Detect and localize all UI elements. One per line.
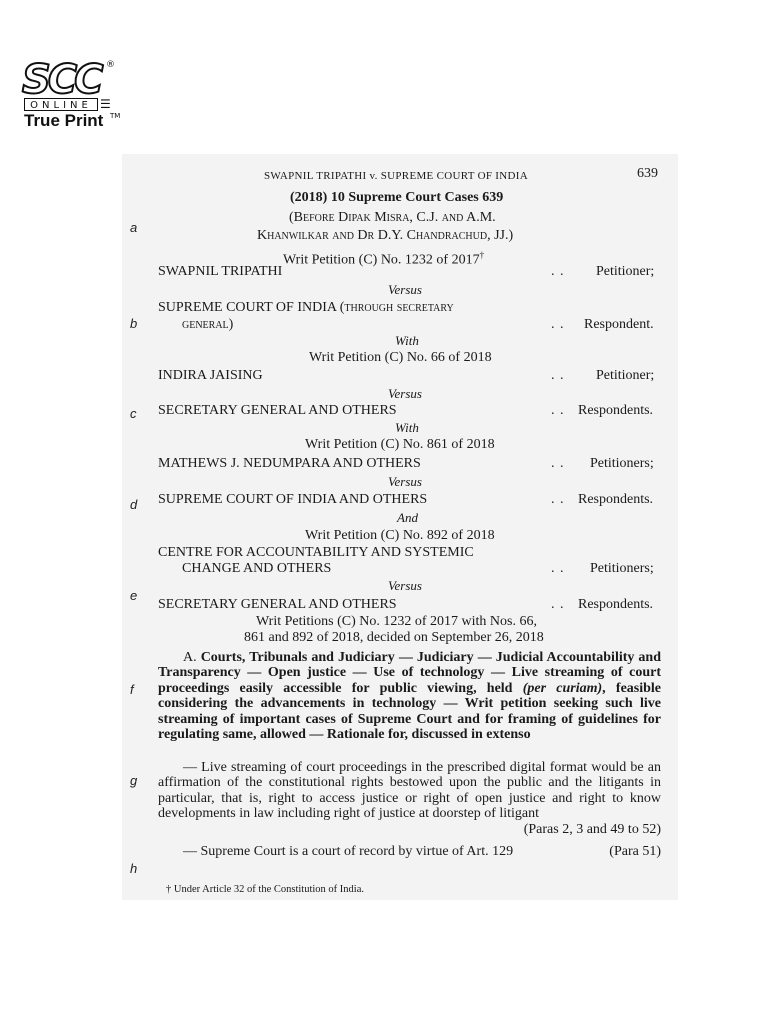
margin-letter: a — [130, 220, 138, 235]
versus-label: Versus — [388, 578, 422, 593]
headnote-para-2-ref: (Para 51) — [609, 844, 661, 859]
role-label: Petitioners; — [590, 456, 654, 471]
headnote-para-1-text: — Live streaming of court proceedings in the prescribed digital format would be an affirmation of the constitutional rights bestowed upon the public and the litigants in particular, that is, right to access justice or right of open justice and right to know developments in law including right of justice at doorstep of litigant — [158, 760, 661, 822]
writ-petition-heading: Writ Petition (C) No. 861 of 2018 — [305, 437, 495, 452]
respondent-name: SECRETARY GENERAL AND OTHERS — [158, 403, 397, 418]
margin-letter: d — [130, 497, 138, 512]
writ-petition-heading — [283, 247, 484, 269]
running-head: SWAPNIL TRIPATHI v. SUPREME COURT OF INDIA — [264, 170, 528, 182]
and-label: And — [397, 510, 418, 525]
trademark-mark: TM — [110, 112, 121, 120]
petitioner-name: SWAPNIL TRIPATHI — [158, 264, 283, 279]
versus-label: Versus — [388, 282, 422, 297]
leader-dots: . . — [551, 561, 565, 576]
headnote-a-bold: Courts, Tribunals and Judiciary — Judiciary — Judicial Accountability and Transparency — Open justice — Use of technology — Live streaming of court proceedings easily accessible for public viewing, held — [158, 650, 662, 696]
leader-dots: . . — [551, 456, 565, 471]
respondent-name: SECRETARY GENERAL AND OTHERS — [158, 597, 397, 612]
role-label: Respondents. — [578, 492, 654, 507]
leader-dots: . . — [551, 317, 565, 332]
versus-label: Versus — [388, 386, 422, 401]
petitioner-name-cont: CHANGE AND OTHERS — [182, 561, 332, 576]
respondent-name-cont: general) — [182, 317, 234, 332]
decided-line-1: Writ Petitions (C) No. 1232 of 2017 with Nos. 66, — [256, 614, 537, 629]
leader-dots: . . — [551, 264, 565, 279]
respondent-name: SUPREME COURT OF INDIA AND OTHERS — [158, 492, 428, 507]
with-label: With — [395, 333, 419, 348]
headnote-para-2 — [158, 844, 661, 859]
petitioner-name: MATHEWS J. NEDUMPARA AND OTHERS — [158, 456, 421, 471]
leader-dots: . . — [551, 368, 565, 383]
respondent-name-line: SUPREME COURT OF INDIA (through secretary — [158, 300, 454, 315]
petitioner-name: CENTRE FOR ACCOUNTABILITY AND SYSTEMIC — [158, 545, 474, 560]
petitioner-name: INDIRA JAISING — [158, 368, 263, 383]
headnote-a-bold-cont: , feasible considering the advancements in technology — Writ petition seeking such live streaming of important cases of Supreme Court and for framing of guidelines for regulating same, allowed — Rationale for, discussed in extenso — [158, 680, 662, 743]
versus-label: Versus — [388, 474, 422, 489]
role-label: Petitioners; — [590, 561, 654, 576]
respondent-name — [158, 300, 454, 316]
leader-dots: . . — [551, 597, 565, 612]
logo-mark: SCC — [22, 57, 101, 103]
margin-letter: f — [130, 682, 134, 697]
footnote: † Under Article 32 of the Constitution of India. — [166, 884, 365, 895]
headnote-a-italic: (per curiam) — [522, 680, 603, 696]
with-label: With — [395, 420, 419, 435]
bench-line-2: Khanwilkar and Dr D.Y. Chandrachud, JJ.) — [257, 228, 514, 243]
headnote-a — [158, 650, 661, 742]
dagger-mark: † — [479, 250, 485, 260]
headnote-prefix: A. — [183, 650, 197, 665]
writ-petition-heading: Writ Petition (C) No. 892 of 2018 — [305, 528, 495, 543]
citation-title: (2018) 10 Supreme Court Cases 639 — [290, 190, 504, 205]
logo-online-label: ONLINE — [24, 98, 98, 111]
flag-icon: ☰ — [100, 97, 111, 111]
decided-line-2: 861 and 892 of 2018, decided on September 26, 2018 — [244, 630, 544, 645]
writ-petition-heading: Writ Petition (C) No. 66 of 2018 — [309, 350, 492, 365]
registered-mark: ® — [106, 60, 115, 70]
headnote-para-1-ref: (Paras 2, 3 and 49 to 52) — [523, 821, 661, 837]
leader-dots: . . — [551, 492, 565, 507]
page-number: 639 — [637, 166, 658, 181]
leader-dots: . . — [551, 403, 565, 418]
role-label: Respondents. — [578, 403, 654, 418]
margin-letter: e — [130, 588, 138, 603]
logo-true-print: True Print — [24, 111, 104, 130]
role-label: Respondents. — [578, 597, 654, 612]
margin-letter: b — [130, 316, 138, 331]
role-label: Petitioner; — [596, 368, 655, 383]
bench-line-1: (Before Dipak Misra, C.J. and A.M. — [289, 210, 496, 225]
headnote-para-1 — [158, 760, 661, 837]
margin-letter: h — [130, 861, 138, 876]
margin-letter: g — [130, 773, 138, 788]
role-label: Respondent. — [584, 317, 654, 332]
scc-online-logo — [20, 57, 121, 132]
headnote-para-2-text: — Supreme Court is a court of record by virtue of Art. 129 — [183, 844, 514, 859]
role-label: Petitioner; — [596, 264, 655, 279]
writ-petition-number: Writ Petition (C) No. 1232 of 2017 — [283, 252, 480, 268]
margin-letter: c — [130, 406, 137, 421]
